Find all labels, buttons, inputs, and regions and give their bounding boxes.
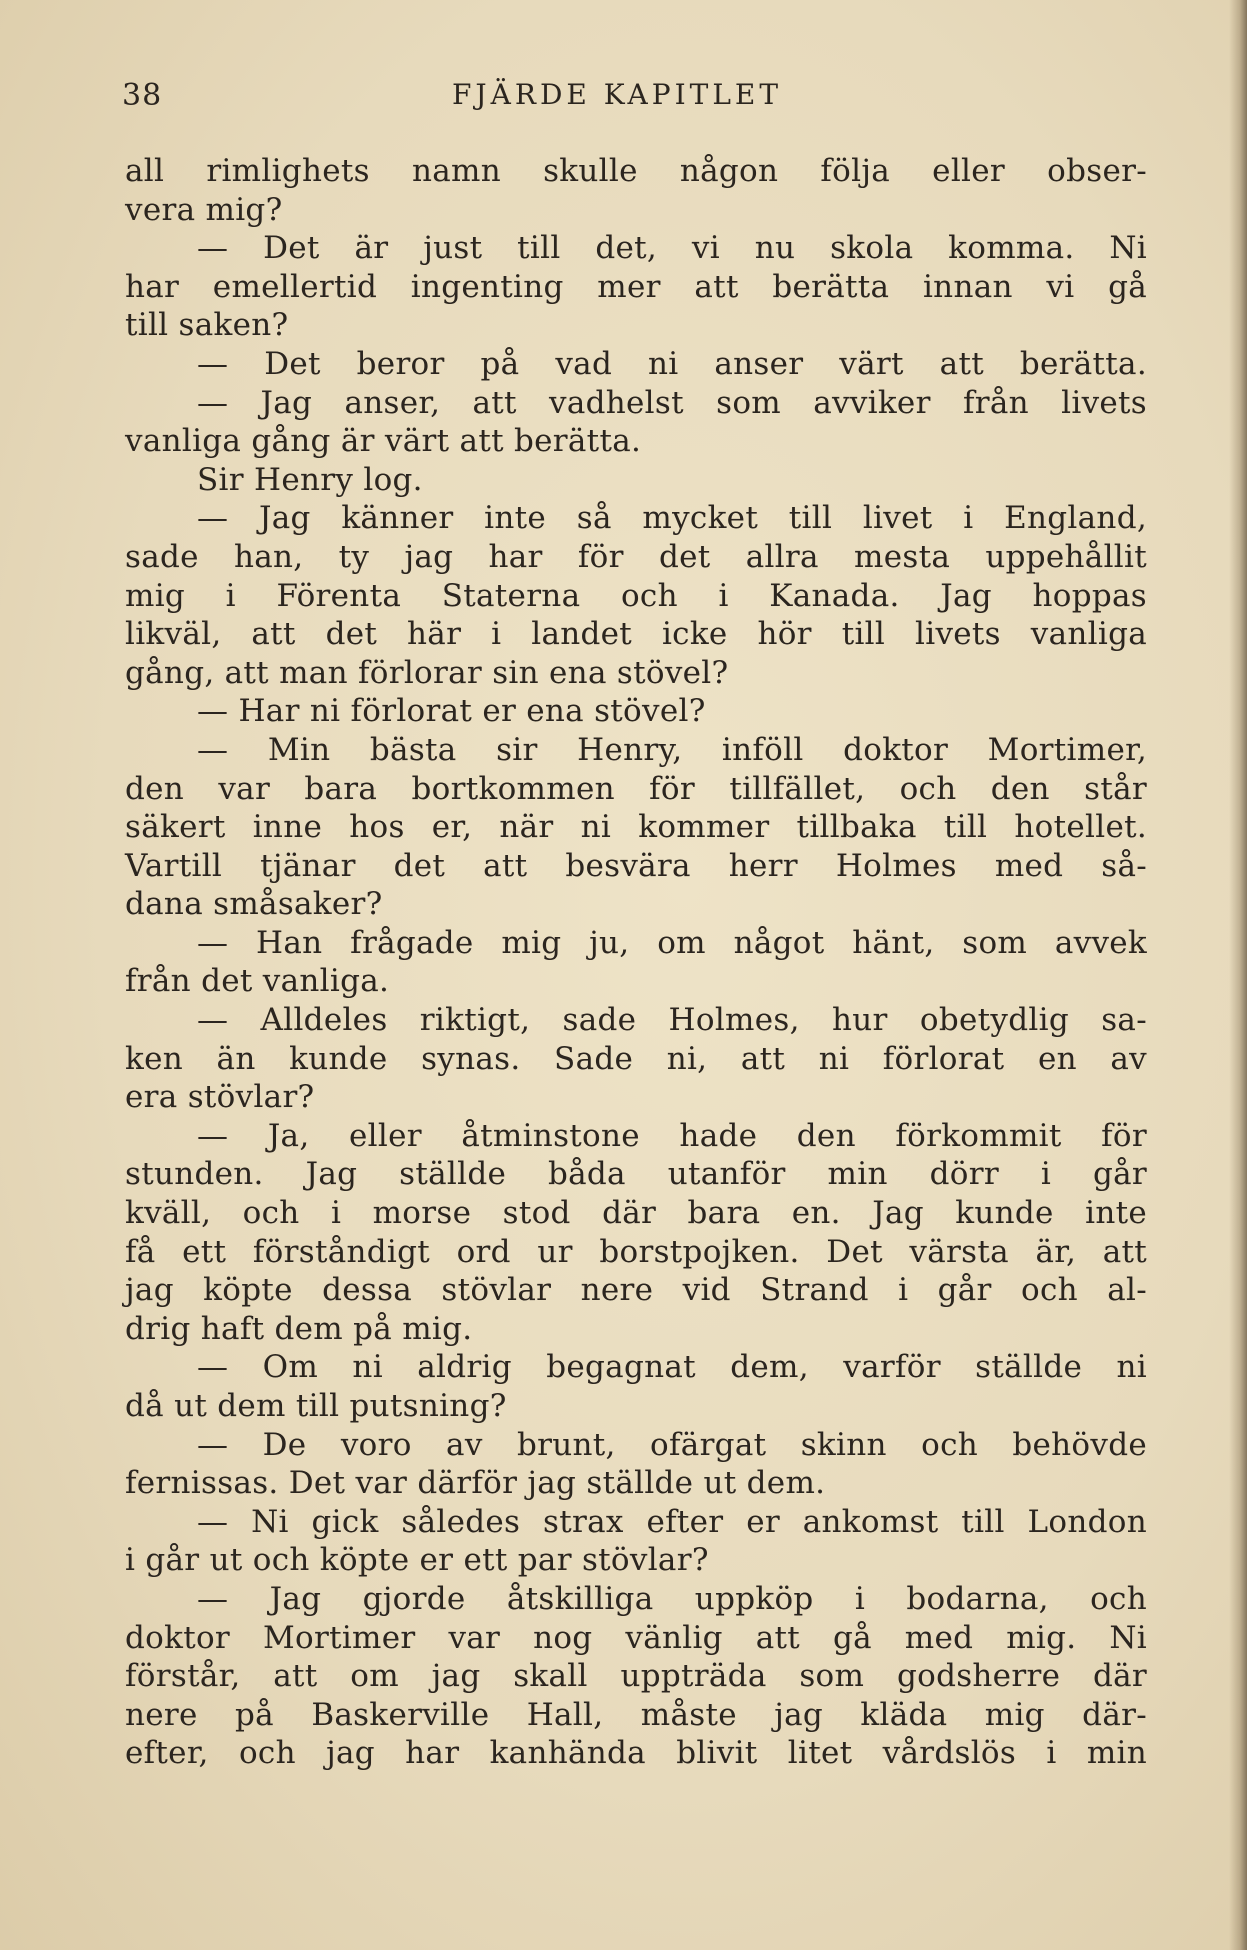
page-header — [122, 78, 1142, 118]
text-line: — Jag känner inte så mycket till livet i England, — [197, 500, 1147, 537]
text-line: — Jag anser, att vadhelst som avviker från livets — [197, 384, 1147, 421]
text-line: efter, och jag har kanhända blivit litet vårdslös i min — [125, 1735, 1147, 1772]
text-line: — Det beror på vad ni anser värt att berätta. — [197, 345, 1147, 382]
text-line: likväl, att det här i landet icke hör till livets vanliga — [125, 616, 1147, 653]
text-line: — De voro av brunt, ofärgat skinn och behövde — [197, 1426, 1147, 1463]
text-line: — Han frågade mig ju, om något hänt, som avvek — [197, 924, 1147, 961]
text-line: kväll, och i morse stod där bara en. Jag kunde inte — [125, 1195, 1147, 1232]
text-line: vanliga gång är värt att berätta. — [125, 423, 642, 460]
text-line: då ut dem till putsning? — [125, 1388, 507, 1424]
page-binding-edge — [1229, 0, 1247, 1950]
text-line: säkert inne hos er, när ni kommer tillbaka till hotellet. — [125, 809, 1147, 846]
text-line: gång, att man förlorar sin ena stövel? — [125, 654, 729, 691]
text-line: den var bara bortkommen för tillfället, och den står — [125, 770, 1147, 807]
text-line: i går ut och köpte er ett par stövlar? — [125, 1542, 709, 1579]
text-line: stunden. Jag ställde båda utanför min dörr i går — [125, 1156, 1147, 1193]
text-line: jag köpte dessa stövlar nere vid Strand i går och al- — [125, 1272, 1147, 1309]
chapter-title: FJÄRDE KAPITLET — [452, 78, 783, 111]
text-line: sade han, ty jag har för det allra mesta uppehållit — [125, 538, 1147, 575]
text-line: till saken? — [125, 307, 289, 344]
text-line: — Min bästa sir Henry, inföll doktor Mortimer, — [197, 731, 1147, 768]
text-line: — Har ni förlorat er ena stövel? — [197, 693, 706, 730]
text-line: era stövlar? — [125, 1079, 315, 1116]
text-line: vera mig? — [125, 191, 283, 228]
text-line: nere på Baskerville Hall, måste jag kläda mig där- — [125, 1696, 1147, 1733]
text-line: — Jag gjorde åtskilliga uppköp i bodarna, och — [197, 1580, 1147, 1617]
page-number: 38 — [122, 78, 163, 113]
text-line: — Alldeles riktigt, sade Holmes, hur obetydlig sa- — [197, 1002, 1147, 1039]
text-line: — Ja, eller åtminstone hade den förkommit för — [197, 1117, 1147, 1154]
text-line: all rimlighets namn skulle någon följa eller obser- — [125, 153, 1147, 189]
text-line: förstår, att om jag skall uppträda som godsherre där — [125, 1658, 1147, 1695]
text-line: — Ni gick således strax efter er ankomst till London — [197, 1503, 1147, 1540]
text-line: — Om ni aldrig begagnat dem, varför ställde ni — [197, 1349, 1147, 1386]
text-line: Vartill tjänar det att besvära herr Holmes med så- — [125, 847, 1147, 884]
body-text — [125, 152, 1147, 1773]
text-line: mig i Förenta Staterna och i Kanada. Jag hoppas — [125, 577, 1147, 614]
text-line: ken än kunde synas. Sade ni, att ni förlorat en av — [125, 1040, 1147, 1077]
text-line: få ett förståndigt ord ur borstpojken. Det värsta är, att — [125, 1233, 1147, 1270]
text-line: har emellertid ingenting mer att berätta innan vi gå — [125, 268, 1147, 305]
text-line: drig haft dem på mig. — [125, 1310, 473, 1347]
text-line: fernissas. Det var därför jag ställde ut dem. — [125, 1465, 826, 1502]
text-line: dana småsaker? — [125, 886, 383, 923]
text-line: doktor Mortimer var nog vänlig att gå med mig. Ni — [125, 1619, 1147, 1656]
text-line: från det vanliga. — [125, 963, 390, 1000]
text-line: Sir Henry log. — [197, 461, 423, 498]
text-line: — Det är just till det, vi nu skola komma. Ni — [197, 230, 1147, 267]
